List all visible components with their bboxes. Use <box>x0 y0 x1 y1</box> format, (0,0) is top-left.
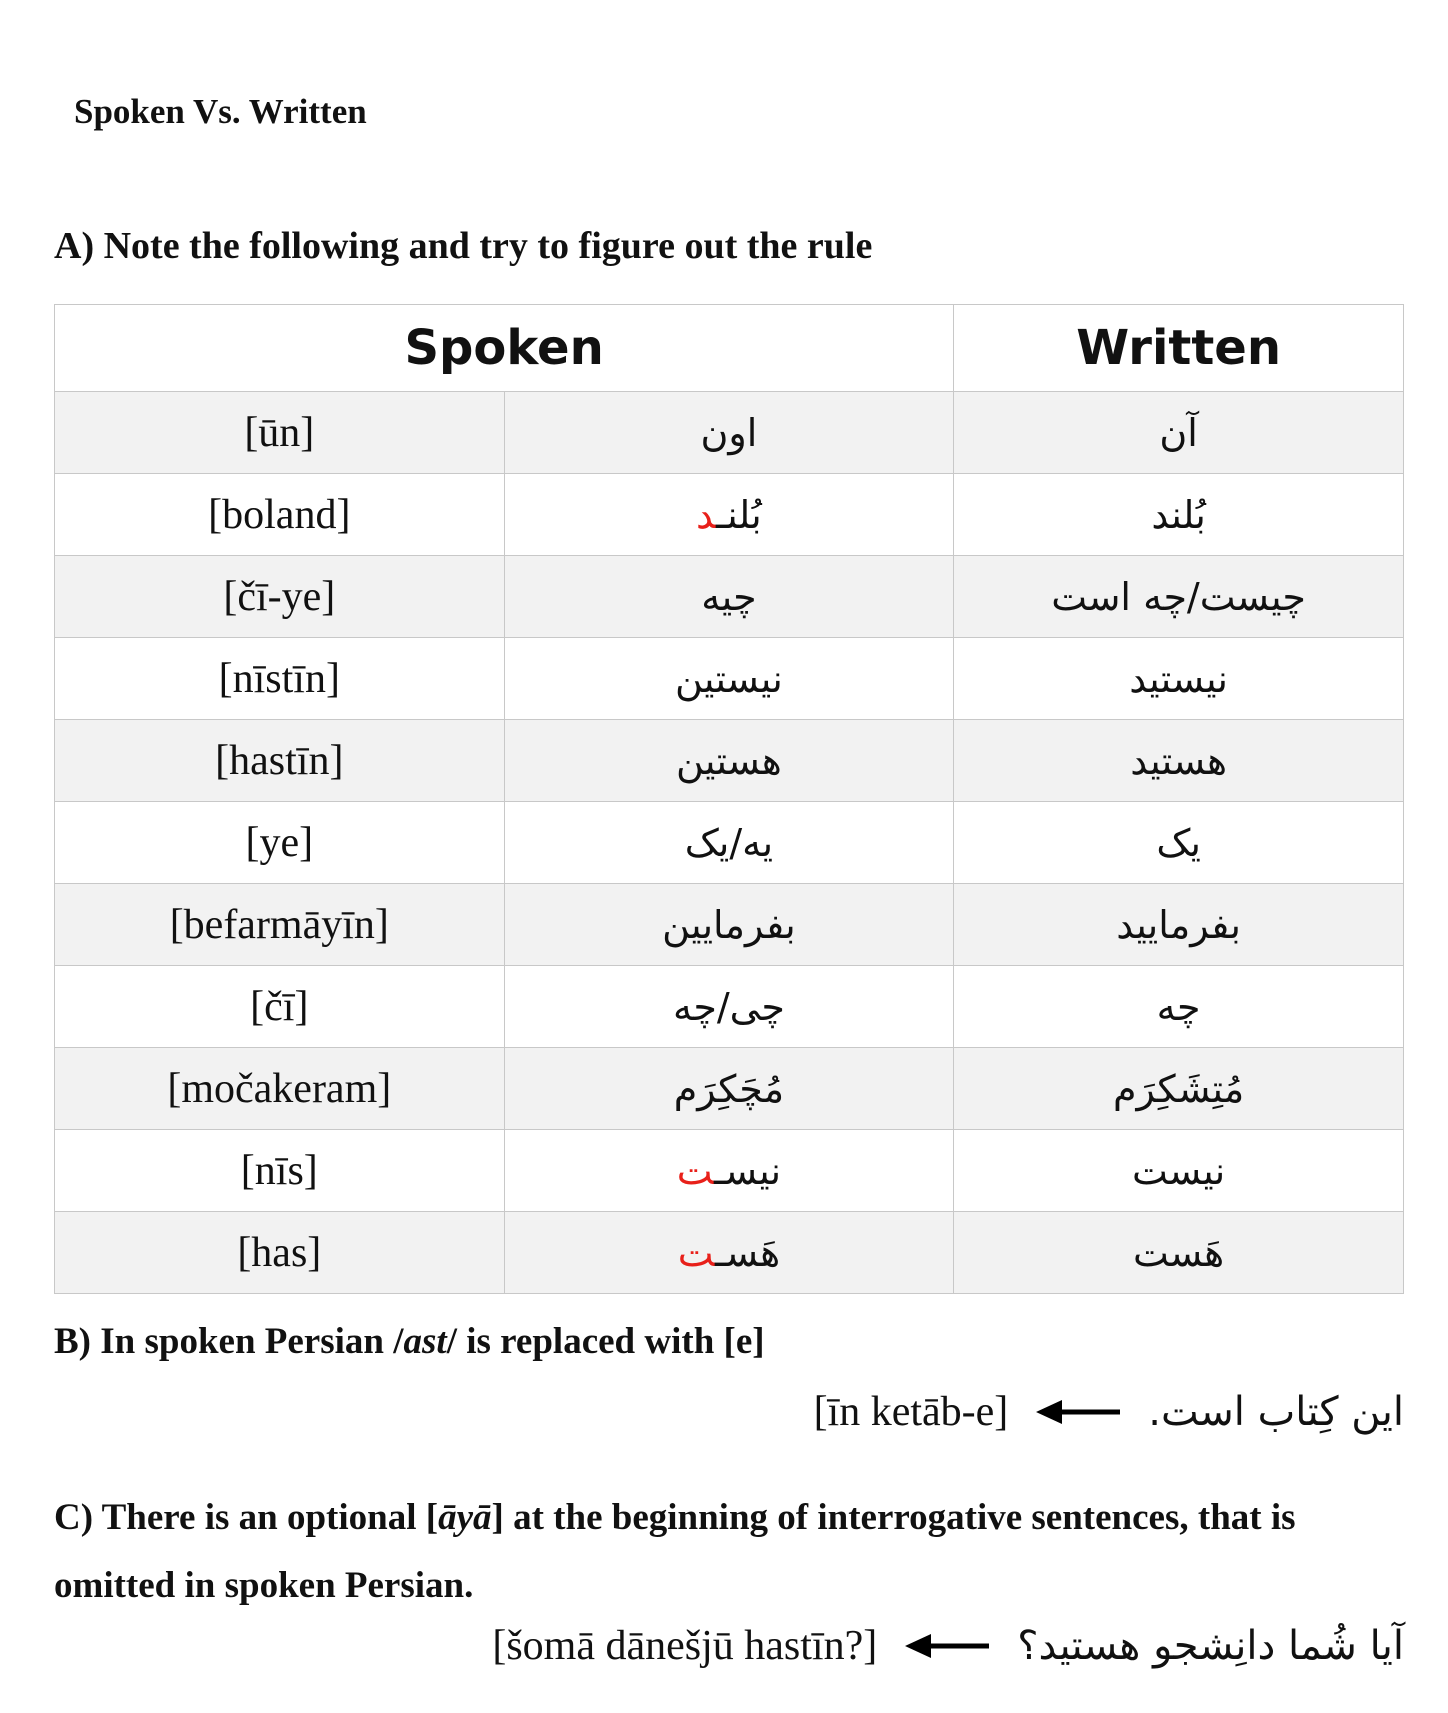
spoken-persian-text <box>677 1149 781 1193</box>
transliteration-cell: [čī-ye] <box>55 556 505 638</box>
spoken-persian-plain: نیستین <box>675 656 783 701</box>
page-title: Spoken Vs. Written <box>74 92 367 131</box>
table-row <box>55 556 1404 638</box>
section-b-example <box>814 1388 1404 1436</box>
spoken-persian-text <box>675 657 783 701</box>
transliteration-cell: [nīstīn] <box>55 638 505 720</box>
table-row <box>55 884 1404 966</box>
spoken-persian-cell <box>504 392 954 474</box>
spoken-persian-text <box>701 575 756 619</box>
written-persian-cell: نیستید <box>954 638 1404 720</box>
section-c-suffix: ] at the beginning of interrogative sentences, that is omitted in spoken Persian. <box>54 1497 1296 1606</box>
transliteration-cell: [boland] <box>55 474 505 556</box>
written-persian-cell: یک <box>954 802 1404 884</box>
transliteration-cell: [ye] <box>55 802 505 884</box>
left-arrow-icon <box>905 1633 989 1659</box>
section-a-heading: A) Note the following and try to figure out the rule <box>54 225 873 267</box>
spoken-persian-cell <box>504 474 954 556</box>
spoken-persian-plain: بفرمایین <box>662 902 796 947</box>
spoken-persian-plain: بُلنـ <box>716 492 762 537</box>
spoken-persian-cell <box>504 966 954 1048</box>
spoken-persian-text <box>678 1231 780 1275</box>
spoken-persian-cell <box>504 884 954 966</box>
table-row <box>55 1212 1404 1294</box>
section-b-suffix: / is replaced with [e] <box>446 1321 765 1362</box>
spoken-persian-plain: مُچَکِرَم <box>673 1066 785 1111</box>
header-spoken: Spoken <box>55 305 954 392</box>
left-arrow-icon <box>1036 1399 1120 1425</box>
spoken-persian-cell <box>504 1048 954 1130</box>
spoken-persian-plain: نیسـ <box>714 1148 782 1193</box>
spoken-persian-plain: هَسـ <box>715 1230 781 1275</box>
spoken-persian-cell <box>504 556 954 638</box>
spoken-persian-plain: یه/یک <box>684 820 774 865</box>
written-persian-cell: چیست/چه است <box>954 556 1404 638</box>
section-b-prefix: B) In spoken Persian / <box>54 1321 404 1362</box>
transliteration-cell: [hastīn] <box>55 720 505 802</box>
table-row <box>55 638 1404 720</box>
written-persian-cell: نیست <box>954 1130 1404 1212</box>
example-c-persian: آیا شُما دانِشجو هستید؟ <box>1017 1623 1404 1669</box>
section-c-heading <box>54 1484 1414 1620</box>
table-row <box>55 966 1404 1048</box>
section-b-italic: ast <box>403 1321 447 1362</box>
transliteration-cell: [has] <box>55 1212 505 1294</box>
spoken-persian-plain: اون <box>700 410 758 455</box>
section-c-example <box>492 1622 1404 1670</box>
written-persian-cell: چه <box>954 966 1404 1048</box>
table-row <box>55 1048 1404 1130</box>
written-persian-cell: مُتِشَکِرَم <box>954 1048 1404 1130</box>
table-row <box>55 720 1404 802</box>
written-persian-cell: آن <box>954 392 1404 474</box>
section-c-italic: āyā <box>438 1497 492 1538</box>
table-row <box>55 392 1404 474</box>
example-c-spoken: [šomā dānešjū hastīn?] <box>492 1623 878 1669</box>
table-row <box>55 802 1404 884</box>
example-b-persian: این کِتاب است. <box>1148 1389 1404 1435</box>
example-b-spoken: [īn ketāb-e] <box>813 1389 1009 1435</box>
transliteration-cell: [močakeram] <box>55 1048 505 1130</box>
spoken-persian-cell <box>504 802 954 884</box>
spoken-persian-cell <box>504 1212 954 1294</box>
spoken-written-table <box>54 304 1404 1294</box>
transliteration-cell: [nīs] <box>55 1130 505 1212</box>
spoken-persian-cell <box>504 638 954 720</box>
spoken-persian-plain: چیه <box>701 574 757 619</box>
written-persian-cell: بُلند <box>954 474 1404 556</box>
spoken-persian-text <box>673 985 785 1029</box>
header-written: Written <box>954 305 1404 392</box>
spoken-persian-highlight: ت <box>676 1148 715 1193</box>
spoken-persian-text <box>676 739 782 783</box>
transliteration-cell: [čī] <box>55 966 505 1048</box>
section-c-prefix: C) There is an optional [ <box>54 1497 439 1538</box>
spoken-persian-text <box>701 411 758 455</box>
transliteration-cell: [ūn] <box>55 392 505 474</box>
spoken-persian-highlight: د <box>696 492 716 537</box>
table-header-row <box>55 305 1404 392</box>
spoken-persian-highlight: ت <box>677 1230 716 1275</box>
section-b-heading <box>54 1320 765 1363</box>
written-persian-cell: هستید <box>954 720 1404 802</box>
table-row <box>55 1130 1404 1212</box>
spoken-persian-plain: چی/چه <box>672 984 785 1029</box>
spoken-persian-text <box>696 493 762 537</box>
written-persian-cell: هَست <box>954 1212 1404 1294</box>
spoken-persian-cell <box>504 720 954 802</box>
transliteration-cell: [befarmāyīn] <box>55 884 505 966</box>
spoken-persian-cell <box>504 1130 954 1212</box>
written-persian-cell: بفرمایید <box>954 884 1404 966</box>
table-row <box>55 474 1404 556</box>
spoken-persian-text <box>662 903 796 947</box>
spoken-persian-text <box>685 821 773 865</box>
spoken-persian-text <box>674 1067 784 1111</box>
spoken-persian-plain: هستین <box>676 738 782 783</box>
